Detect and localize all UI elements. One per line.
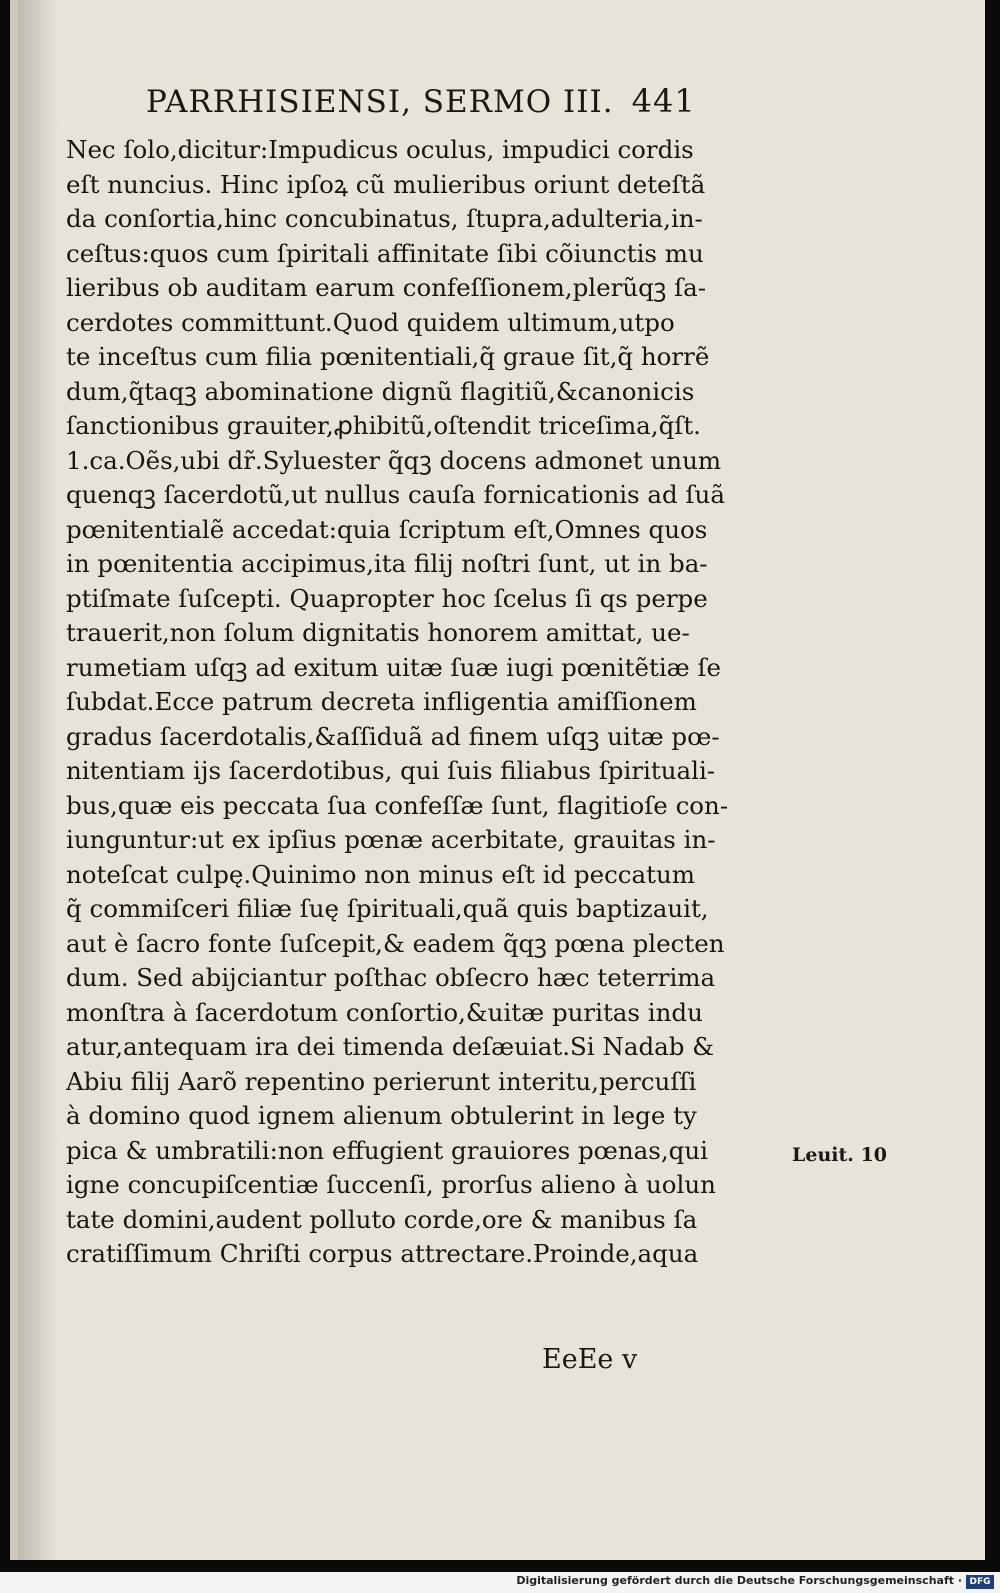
text-line: eſt nuncius. Hinc ipſoꝝ cũ mulieribus oriunt deteſtã [66, 169, 706, 199]
text-line: à domino quod ignem alienum obtulerint in lege ty [66, 1101, 697, 1130]
text-line: bus,quæ eis peccata ſua confeſſæ ſunt, flagitioſe con- [66, 790, 729, 820]
text-line: nitentiam ijs ſacerdotibus, qui ſuis filiabus ſpirituali- [66, 756, 716, 785]
text-line: dum. Sed abijciantur poſthac obſecro hæc teterrima [66, 963, 716, 992]
gutter-shadow [18, 0, 58, 1560]
text-line: igne concupiſcentiæ ſuccenſi, prorſus alieno à uolun [66, 1170, 716, 1199]
text-line: quenqꝫ ſacerdotũ,ut nullus cauſa fornicationis ad ſuã [66, 480, 725, 509]
text-line: atur,antequam ira dei timenda deſæuiat.Si Nadab & [66, 1032, 715, 1061]
text-line: rumetiam uſqꝫ ad exitum uitæ ſuæ iugi pœnitẽtiæ ſe [66, 652, 722, 682]
text-line: da conſortia,hinc concubinatus, ſtupra,adulteria,in- [66, 204, 703, 233]
text-line: iunguntur:ut ex ipſius pœnæ acerbitate, grauitas in- [66, 825, 716, 854]
footer-bar [0, 1572, 1000, 1593]
text-line: 1.ca.Oẽs,ubi dr̃.Syluester q̃qꝫ docens admonet unum [66, 445, 722, 475]
text-line: aut è ſacro fonte ſuſcepit,& eadem q̃qꝫ pœna plecten [66, 928, 725, 958]
text-line: ſubdat.Ecce patrum decreta infligentia amiſſionem [66, 687, 697, 716]
page-number: 441 [631, 82, 696, 120]
text-line: trauerit,non ſolum dignitatis honorem amittat, ue- [66, 618, 690, 647]
text-line: tate domini,audent polluto corde,ore & manibus ſa [66, 1204, 698, 1234]
book-page [10, 0, 985, 1560]
text-line: ſanctionibus grauiter,ꝓhibitũ,oſtendit triceſima,q̃ſt. [66, 411, 701, 440]
text-line: cratiſſimum Chriſti corpus attrectare.Proinde,aqua [66, 1239, 699, 1268]
text-line: lieribus ob auditam earum confeſſionem,plerũqꝫ ſa- [66, 273, 707, 302]
text-line: dum,q̃taqꝫ abominatione dignũ flagitiũ,&canonicis [66, 376, 695, 406]
signature-mark: EeEe v [542, 1344, 638, 1375]
text-line: q̃ commiſceri filiæ ſuę ſpirituali,quã quis baptizauit, [66, 894, 709, 923]
text-line: in pœnitentia accipimus,ita filij noſtri ſunt, ut in ba- [66, 549, 708, 578]
text-line: ptiſmate ſuſcepti. Quapropter hoc ſcelus ſi qs perpe [66, 583, 708, 613]
text-line: noteſcat culpę.Quinimo non minus eſt id peccatum [66, 859, 695, 889]
footer-credit: Digitalisierung gefördert durch die Deutsche Forschungsgemeinschaft · [516, 1574, 962, 1587]
text-line: Abiu filij Aarõ repentino perierunt interitu,percuſſi [66, 1066, 697, 1096]
running-title: PARRHISIENSI, SERMO III. [146, 84, 614, 120]
body-text [66, 133, 786, 1272]
text-line: monſtra à ſacerdotum conſortio,&uitæ puritas indu [66, 997, 703, 1027]
text-line: pœnitentialẽ accedat:quia ſcriptum eſt,Omnes quos [66, 514, 708, 544]
text-line: ceſtus:quos cum ſpiritali affinitate ſibi cõiunctis mu [66, 238, 704, 268]
dfg-logo-icon: DFG [966, 1575, 994, 1589]
text-line: pica & umbratili:non effugient grauiores pœnas,qui [66, 1135, 708, 1165]
text-line: gradus ſacerdotalis,&aſſiduã ad finem uſqꝫ uitæ pœ- [66, 721, 720, 751]
text-line: Nec ſolo,dicitur:Impudicus oculus, impudici cordis [66, 135, 694, 164]
text-line: te inceſtus cum filia pœnitentiali,q̃ graue ſit,q̃ horrẽ [66, 342, 710, 371]
running-head [146, 82, 796, 120]
text-line: cerdotes committunt.Quod quidem ultimum,utpo [66, 307, 675, 337]
marginal-note: Leuit. 10 [792, 1144, 887, 1166]
